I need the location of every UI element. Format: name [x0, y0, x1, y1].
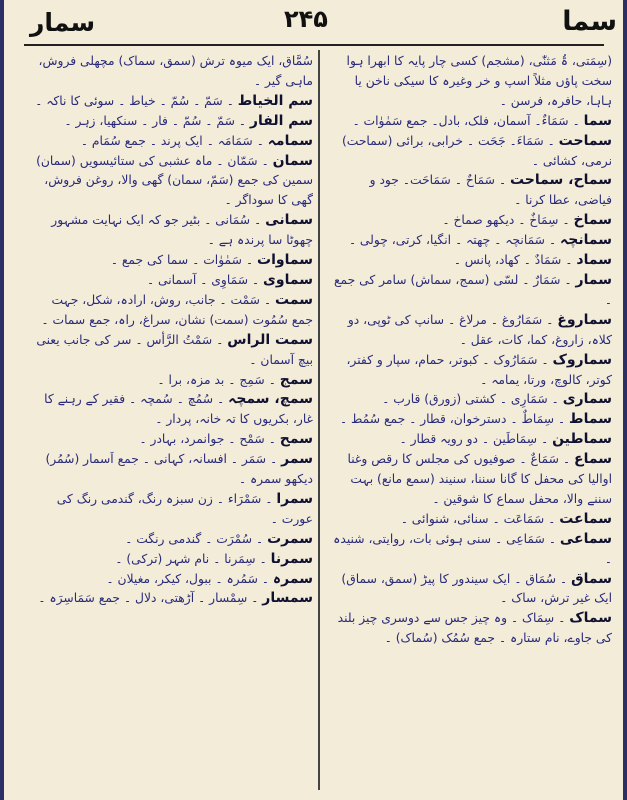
right-column [329, 52, 612, 649]
entry: سمرہ ۔ سَمُرہ ۔ ببول، کیکر، مغیلان ۔ [106, 570, 313, 587]
entry: سماعی ۔ سَمَاعِی ۔ سنی ہوئی بات، روایتی، شنیدہ ۔ [333, 530, 612, 566]
entry: سمر ۔ سَمَر ۔ افسانہ، کہانی ۔ جمع اَسمار (سُمُر) دیکھو سمرہ ۔ [45, 451, 313, 487]
entry: سُمَّاق، ایک میوہ ترش (سمق، سماک) مچھلی فروش، ماہی گیر ۔ [38, 54, 313, 88]
entry: سماوات ۔ سَمٰوٰات ۔ سما کی جمع ۔ [110, 252, 313, 269]
entry: سماع ۔ سَمَاعٌ ۔ صوفیوں کی مجلس کا رقص وغنا اوالیا کی محفل کا گانا سننا، سنیند (سمع مانع) بہت سننے والا، محفل سماع کا شوقین ۔ [347, 451, 612, 506]
entry: سمح ۔ سَمْح ۔ جوانمرد، بہادر ۔ [139, 431, 313, 448]
entry: سمان ۔ سَمّان ۔ ماہ عشبی کی ستائیسویں (سمان) سمین کی جمع (سَمّ، سمان) گھی والا، روغن فروش، گھی کا سوداگر ۔ [36, 152, 313, 208]
entry: سم الفار ۔ سَمّ ۔ سُمّ ۔ فار ۔ سنکھیا، زہر ۔ [64, 112, 313, 129]
entry: سمانی ۔ سُمَانی ۔ بٹیر جو کہ ایک نہایت مشہور چھوٹا سا پرندہ ہے ۔ [51, 212, 313, 248]
entry: (سِمَتی، ۃُ مَثنّٰی، (مشجم) کسی چار پایہ کا ابھرا ہوا سخت پاؤں مثلاً اسپ و خر وغیرہ کا سیکی ناخن یا ہاہا، حافرہ، فرسن ۔ [346, 54, 612, 108]
entry: سمت ۔ سَمْت ۔ جانب، روش، ارادہ، شکل، جہت جمع سُمُوت (سمت) نشان، سراغ، راہ، جمع سمات ۔ [41, 291, 313, 327]
entry: سمرنا ۔ سِمَرنا ۔ نام شہر (ترکی) ۔ [115, 550, 313, 567]
header-rule [24, 44, 604, 46]
page-number: ۲۴۵ [284, 5, 328, 33]
entry: سماری ۔ سَمَارِی ۔ کشتی (زورق) قارب ۔ [382, 391, 612, 408]
entry: سماط ۔ سِمَاطٌ ۔ دسترخوان، قطار ۔ جمع سُمُط ۔ [339, 411, 612, 428]
entry: سمرا ۔ سَمْرَاء ۔ زن سبزہ رنگ، گندمی رنگ کی عورت ۔ [56, 490, 313, 526]
entry: سماح، سماحت ۔ سَمَاحٌ ۔ سَمَاحَت۔ جود و فیاضی، عطا کرنا ۔ [369, 172, 612, 208]
entry: سماق ۔ سُمَاق ۔ ایک سیندور کا پیڑ (سمق، سماق) ایک غیر ترش، ساک ۔ [341, 570, 612, 606]
entry: سماک ۔ سِمَاک ۔ وہ چیز جس سے دوسری چیز بلند کی جاوے، نام ستارہ ۔ جمع سُمُک (سُماک) ۔ [337, 610, 612, 646]
entry: سماعت ۔ سَمَاعَت ۔ سنائی، شنوائی ۔ [400, 510, 612, 527]
entry: سماخ ۔ سِمَاخٌ ۔ دیکھو صماخ ۔ [442, 212, 612, 229]
right-running-headword: سما [562, 6, 617, 37]
entry: سمچ، سمچہ ۔ سُمُچ ۔ سُمچہ ۔ فقیر کے رہنے کا غار، بکریوں کا تہ خانہ، پردار ۔ [44, 391, 313, 427]
page-header [4, 0, 623, 44]
entry: سماطین ۔ سِمَاطَین ۔ دو رویہ قطار ۔ [399, 431, 612, 448]
left-running-headword: سمار [30, 8, 96, 37]
entry: سمامہ ۔ سَمَامَہ ۔ ایک پرند ۔ جمع سُمَام ۔ [80, 132, 313, 149]
entry: سمج ۔ سَمِج ۔ بد مزہ، برا ۔ [157, 371, 313, 388]
entry: سمرت ۔ سُمْرَت ۔ گندمی رنگت ۔ [125, 530, 313, 547]
entry: سمانچہ ۔ سَمَانچہ ۔ چھتہ ۔ انگیا، کرتی، چولی ۔ [348, 232, 612, 249]
entry: سماروغ ۔ سَمَارُوغ ۔ مرلاغ ۔ سانپ کی ٹوپی، دو کلاہ، زاروغ، کما، کات، عقل ۔ [347, 311, 612, 347]
entry: سماروک ۔ سَمَارُوک ۔ کبوتر، حمام، سپار و کفتر، کوتر، کالوچ، ورتا، یمامہ ۔ [346, 351, 612, 387]
column-divider [318, 50, 320, 790]
entry: سماحت ۔ سَمَاءَ۔ جَحَت ۔ خرابی، برائی (سماحت) نرمی، کشائی ۔ [341, 132, 612, 168]
entry: سمت الراس ۔ سَمْتُ الرَّأس ۔ سر کی جانب یعنی بیچ آسمان ۔ [36, 331, 313, 367]
entry: سما ۔ سَمَاءٌ۔ آسمان، فلک، بادل۔ جمع سَمٰوٰات ۔ [352, 112, 612, 129]
dictionary-page [4, 0, 623, 800]
entry: سمسار ۔ سِمْسار ۔ آڑھتی، دلال ۔ جمع سَمَاسِرَہ ۔ [38, 590, 313, 607]
entry: سماد ۔ سَمَادٌ ۔ کھاد، پانس ۔ [453, 252, 612, 269]
entry: سم الخیاط ۔ سَمّ ۔ سُمّ ۔ خیاط ۔ سوئی کا ناکہ ۔ [35, 92, 313, 109]
left-column [30, 52, 313, 609]
entry: سماوی ۔ سَمَاوِی ۔ آسمانی ۔ [146, 271, 313, 288]
entry: سمار ۔ سَمَارٌ ۔ لسّی (سمج، سماش) سامر کی جمع ۔ [333, 271, 612, 307]
